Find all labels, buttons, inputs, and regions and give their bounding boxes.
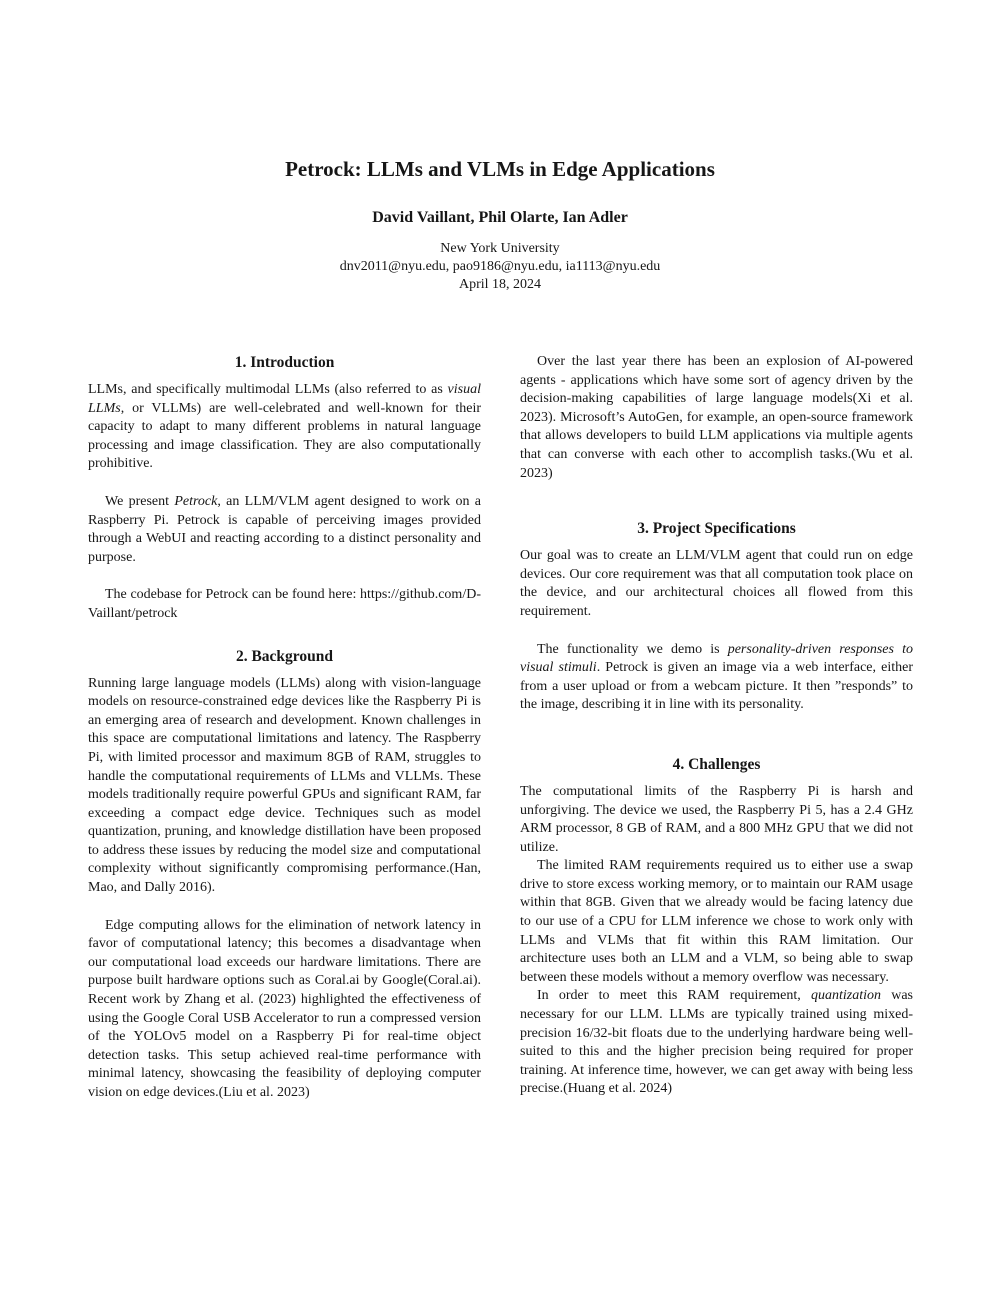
text-run: The functionality we demo is (537, 641, 728, 657)
paper-date: April 18, 2024 (458, 277, 542, 292)
italic-text-run: personality-driven responses to visual stimuli (520, 641, 913, 676)
text-run: , an LLM/VLM agent designed to work on a Raspberry Pi. Petrock is capable of perceiving images provided through a WebUI and reacting according to a distinct personality and purpose. (88, 493, 481, 565)
background-paragraph-1 (88, 675, 481, 898)
intro-paragraph-codebase (88, 586, 481, 623)
italic-text-run: quantization (811, 988, 882, 1004)
paper-header (0, 156, 1000, 294)
background-paragraph-2 (88, 917, 481, 1103)
right-column (520, 353, 913, 1103)
text-run: Over the last year there has been an explosion of AI-powered agents - applications which have some sort of agency driven by the decision-making capabilities of large language models(Xi et al. 2023). Microsoft’s AutoGen, for example, an open-source framework that allows developers to build LLM applications via multiple agents that can converse with each other to accomplish tasks.(Wu et al. 2023) (520, 354, 913, 481)
section-heading-background: 2. Background (235, 647, 334, 665)
background-paragraph-3 (520, 353, 913, 483)
intro-paragraph-2 (88, 493, 481, 567)
section-heading-challenges: 4. Challenges (672, 755, 761, 773)
text-run: In order to meet this RAM requirement, (537, 988, 811, 1004)
text-run: , or VLLMs) are well-celebrated and well-known for their capacity to adapt to many different problems in natural language processing and image classification. They are also computationally prohibitive. (88, 400, 481, 472)
paper-author-emails: dnv2011@nyu.edu, pao9186@nyu.edu, ia1113@nyu.edu (339, 259, 661, 274)
challenges-paragraph-2 (520, 857, 913, 987)
text-run: Running large language models (LLMs) along with vision-language models on resource-constrained edge devices like the Raspberry Pi is an emerging area of research and development. Known challenges in this space are computational limitations and latency. The Raspberry Pi, with limited processor and maximum 8GB of RAM, struggles to handle the computational requirements of LLMs and VLLMs. These models traditionally require powerful GPUs and significant RAM, far exceeding a compact edge device. Techniques such as model quantization, pruning, and knowledge distillation have been proposed to address these issues by reducing the model size and computational complexity without significantly compromising performance.(Han, Mao, and Dally 2016). (88, 675, 481, 896)
text-run: The limited RAM requirements required us to either use a swap drive to store excess working memory, or to maintain our RAM usage within that 8GB. Given that we already would be facing latency due to our use of a CPU for LLM inference we chose to work only with LLMs and VLMs that fit within this RAM limitation. Our architecture uses both an LLM and a VLM, so being able to swap between these models without a memory overflow was necessary. (520, 858, 913, 985)
paper-title: Petrock: LLMs and VLMs in Edge Applications (285, 157, 715, 181)
left-column (88, 353, 481, 1103)
text-run: Our goal was to create an LLM/VLM agent that could run on edge devices. Our core requirement was that all computation took place on the device, and our architectural choices all flowed from this requirement. (520, 548, 913, 619)
text-run: The computational limits of the Raspberry Pi is harsh and unforgiving. The device we used, the Raspberry Pi 5, has a 2.4 GHz ARM processor, 8 GB of RAM, and a 800 MHz GPU that we did not utilize. (520, 783, 913, 855)
text-run: Edge computing allows for the elimination of network latency in favor of computational latency; this becomes a disadvantage when our computational load exceeds our hardware limitations. There are purpose built hardware options such as Coral.ai by Google(Coral.ai). Recent work by Zhang et al. (2023) highlighted the effectiveness of using the Google Coral USB Accelerator to run a compressed version of the YOLOv5 model on a Raspberry Pi for real-time object detection tasks. This setup achieved real-time performance with minimal latency, showcasing the feasibility of deploying computer vision on edge devices.(Liu et al. 2023) (88, 917, 481, 1100)
paper-affiliation: New York University (440, 241, 560, 256)
text-run: . Petrock is given an image via a web interface, either from a user upload or from a webcam picture. It then ”responds” to the image, describing it in line with its personality. (520, 660, 913, 713)
section-heading-project-specifications: 3. Project Specifications (637, 520, 796, 538)
italic-text-run: Petrock (174, 493, 218, 509)
paper-authors: David Vaillant, Phil Olarte, Ian Adler (372, 209, 628, 226)
challenges-paragraph-3 (520, 987, 913, 1099)
italic-text-run: visual LLMs (88, 382, 481, 416)
text-run: LLMs, and specifically multimodal LLMs (also referred to as (88, 382, 448, 397)
two-column-body (88, 353, 913, 1103)
text-run: The codebase for Petrock can be found here: (105, 587, 361, 603)
intro-paragraph-1 (88, 381, 481, 474)
text-run: We present (105, 493, 175, 509)
text-run: was necessary for our LLM. LLMs are typically trained using mixed-precision 16/32-bit floats due to the underlying hardware being well-suited to this and the higher precision being required for proper training. At inference time, however, we can get away with being less precise.(Huang et al. 2024) (520, 988, 913, 1097)
specs-paragraph-2 (520, 641, 913, 715)
section-heading-introduction: 1. Introduction (234, 354, 335, 371)
specs-paragraph-1 (520, 547, 913, 621)
challenges-paragraph-1 (520, 783, 913, 857)
codebase-link[interactable]: https://github.com/D-Vaillant/petrock (88, 587, 481, 621)
